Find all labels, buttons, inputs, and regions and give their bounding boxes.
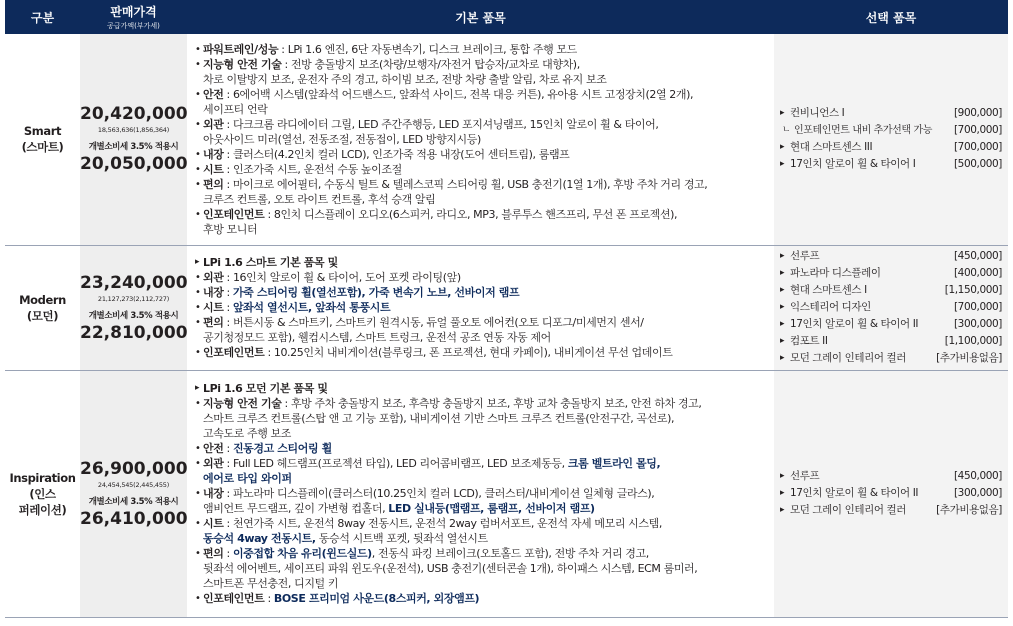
option-name: ▸ 모던 그레이 인테리어 컬러 <box>780 502 906 519</box>
option-price: [450,000] <box>953 250 1002 262</box>
feature-item <box>195 207 774 222</box>
feature-highlight: 동승석 4way 전동시트, <box>203 532 316 545</box>
feature-item <box>195 222 774 237</box>
tax-price-value: 20,050,000 <box>80 154 188 175</box>
feature-category: LPi 1.6 모던 기본 품목 및 <box>203 382 328 395</box>
feature-item <box>195 345 774 360</box>
trim-name: Inspiration <box>9 470 76 485</box>
header-basic: 기본 품목 <box>187 0 774 34</box>
feature-highlight: 가죽 스티어링 휠(열선포함), 가죽 변속기 노브, 선바이저 램프 <box>232 286 520 299</box>
price-supply-value: 21,127,273(2,112,727) <box>97 294 170 303</box>
feature-text: : <box>223 442 233 455</box>
option-item <box>780 139 1002 156</box>
option-price: [450,000] <box>953 470 1002 482</box>
feature-highlight: LED 실내등(맵램프, 룸램프, 선바이저 램프) <box>388 502 595 515</box>
option-features-cell <box>774 370 1008 617</box>
feature-category: 지능형 안전 기술 <box>203 397 282 410</box>
price-table <box>5 0 1008 618</box>
feature-item <box>195 192 774 207</box>
feature-item <box>195 177 774 192</box>
feature-item <box>195 285 774 300</box>
feature-item <box>195 147 774 162</box>
feature-item <box>195 132 774 147</box>
feature-category: 편의 <box>203 177 224 191</box>
feature-text: : 클러스터(4.2인치 컬러 LCD), 인조가죽 적용 내장(도어 센터트림), 룸램프 <box>223 147 570 161</box>
option-price: [700,000] <box>953 124 1002 137</box>
feature-text: 후방 모니터 <box>203 222 258 236</box>
option-list <box>780 248 1002 367</box>
option-item <box>780 105 1002 122</box>
feature-text: 뒷좌석 에어벤트, 세이프티 파워 윈도우(운전석), USB 충전기(센터콘솔 1개), 하이패스 시스템, ECM 룸미러, <box>203 562 698 575</box>
feature-text: : Full LED 헤드램프(프로젝션 타입), LED 리어콤비램프, LED 보조제동등, <box>223 457 568 470</box>
feature-item <box>195 255 774 270</box>
feature-category: 편의 <box>203 316 224 329</box>
price-supply-value: 18,563,636(1,856,364) <box>97 126 170 135</box>
feature-item <box>195 381 774 396</box>
feature-text: : <box>223 547 233 560</box>
feature-text: : 후방 주차 충돌방지 보조, 후측방 충돌방지 보조, 후방 교차 충돌방지 보조, 안전 하차 경고, <box>281 397 702 410</box>
option-price: [1,100,000] <box>944 335 1002 347</box>
feature-text: , 전동식 파킹 브레이크(오토홀드 포함), 전방 주차 거리 경고, <box>371 547 649 560</box>
basic-features-cell <box>187 245 774 370</box>
trim-row <box>5 245 1008 370</box>
feature-item <box>195 117 774 132</box>
option-name: ▸ 현대 스마트센스 I <box>780 282 867 299</box>
option-price: [400,000] <box>953 267 1002 279</box>
feature-text: 공기청정모드 포함), 웰컴시스템, 스마트 트렁크, 운전석 공조 연동 자동 제어 <box>203 331 551 344</box>
feature-item <box>195 411 774 426</box>
feature-item <box>195 162 774 177</box>
feature-text: : LPi 1.6 엔진, 6단 자동변속기, 디스크 브레이크, 통합 주행 모드 <box>278 42 577 56</box>
option-name: ▸ 컨비니언스 I <box>780 105 844 122</box>
feature-item <box>195 57 774 72</box>
option-item <box>780 333 1002 350</box>
feature-highlight: 크롬 벨트라인 몰딩, <box>567 457 661 470</box>
header-price-label: 판매가격 <box>110 5 157 19</box>
option-name: ▸ 익스테리어 디자인 <box>780 299 871 316</box>
feature-text: 세이프티 언락 <box>203 102 268 116</box>
feature-item <box>195 426 774 441</box>
trim-row <box>5 370 1008 617</box>
option-item <box>780 156 1002 173</box>
feature-text: : 전방 충돌방지 보조(차량/보행자/자전거 탑승자/교차로 대향차), <box>281 57 580 71</box>
header-row <box>5 0 1008 34</box>
header-option: 선택 품목 <box>774 0 1008 34</box>
feature-list <box>195 42 774 237</box>
feature-item <box>195 531 774 546</box>
tax-label: 개별소비세 3.5% 적용시 <box>88 496 179 507</box>
trim-name-cell <box>5 370 80 617</box>
feature-category: 내장 <box>203 286 224 299</box>
feature-text: 고속도로 주행 보조 <box>203 427 292 440</box>
feature-text: : <box>264 592 274 605</box>
feature-text: 스마트 크루즈 컨트롤(스탑 앤 고 기능 포함), 내비게이션 기반 스마트 크루즈 컨트롤(안전구간, 곡선로), <box>203 412 675 425</box>
trim-name-cell <box>5 245 80 370</box>
price-value: 26,900,000 <box>80 458 188 479</box>
option-price: [추가비용없음] <box>936 352 1002 364</box>
feature-item <box>195 591 774 606</box>
feature-highlight: BOSE 프리미엄 사운드(8스피커, 외장앰프) <box>273 592 480 605</box>
feature-category: 안전 <box>203 87 224 101</box>
feature-list <box>195 255 774 360</box>
feature-text: 앰비언트 무드램프, 깊이 가변형 컵홀더, <box>203 502 389 515</box>
feature-item <box>195 396 774 411</box>
feature-item <box>195 42 774 57</box>
option-price: [900,000] <box>953 107 1002 120</box>
feature-text: : 8인치 디스플레이 오디오(6스피커, 라디오, MP3, 블루투스 핸즈프리, 무선 폰 프로젝션), <box>264 207 678 221</box>
feature-category: 시트 <box>203 301 224 314</box>
feature-text: : 파노라마 디스플레이(클러스터(10.25인치 컬러 LCD), 클러스터/내비게이션 일체형 글라스), <box>223 487 655 500</box>
feature-item <box>195 516 774 531</box>
option-features-cell <box>774 245 1008 370</box>
feature-category: 파워트레인/성능 <box>203 42 279 56</box>
feature-text: 크루즈 컨트롤, 오토 라이트 컨트롤, 후석 승객 알림 <box>203 192 436 206</box>
header-price-sub: 공급가액(부가세) <box>107 22 160 30</box>
price-cell <box>80 245 187 370</box>
option-name: ▸ 17인치 알로이 휠 & 타이어 II <box>780 485 918 502</box>
price-supply-value: 24,454,545(2,445,455) <box>97 480 170 489</box>
option-price: [700,000] <box>953 301 1002 313</box>
feature-text: : 인조가죽 시트, 운전석 수동 높이조절 <box>223 162 402 176</box>
feature-text: : 6에어백 시스템(앞좌석 어드밴스드, 앞좌석 사이드, 전복 대응 커튼), 유아용 시트 고정장치(2열 2개), <box>223 87 694 101</box>
option-price: [추가비용없음] <box>936 504 1002 516</box>
option-price: [300,000] <box>953 318 1002 330</box>
option-item <box>780 122 1002 139</box>
feature-category: 인포테인먼트 <box>203 346 265 359</box>
option-item <box>780 265 1002 282</box>
option-name: ▸ 선루프 <box>780 248 819 265</box>
option-name: ▸ 17인치 알로이 휠 & 타이어 II <box>780 316 918 333</box>
feature-list <box>195 381 774 606</box>
trim-name-sub: (인스 <box>29 486 56 501</box>
feature-item <box>195 456 774 471</box>
feature-item <box>195 300 774 315</box>
trim-name-cell <box>5 34 80 245</box>
feature-highlight: 에어로 타입 와이퍼 <box>203 472 292 485</box>
feature-item <box>195 576 774 591</box>
basic-features-cell <box>187 370 774 617</box>
option-item <box>780 282 1002 299</box>
feature-category: 인포테인먼트 <box>203 207 265 221</box>
option-list <box>780 105 1002 173</box>
feature-text: 스마트폰 무선충전, 디지털 키 <box>203 577 339 590</box>
feature-category: 시트 <box>203 162 224 176</box>
feature-text: 동승석 시트백 포켓, 뒷좌석 열선시트 <box>315 532 488 545</box>
feature-item <box>195 561 774 576</box>
feature-item <box>195 501 774 516</box>
option-item <box>780 468 1002 485</box>
feature-item <box>195 486 774 501</box>
feature-category: 외관 <box>203 271 224 284</box>
feature-item <box>195 546 774 561</box>
feature-highlight: 진동경고 스티어링 휠 <box>232 442 332 455</box>
tax-label: 개별소비세 3.5% 적용시 <box>88 310 179 321</box>
feature-highlight: 이중접합 차음 유리(윈드실드) <box>232 547 372 560</box>
feature-category: 외관 <box>203 457 224 470</box>
option-name: ▸ 현대 스마트센스 III <box>780 139 872 156</box>
option-item <box>780 316 1002 333</box>
feature-highlight: 앞좌석 열선시트, 앞좌석 통풍시트 <box>232 301 391 314</box>
option-item <box>780 248 1002 265</box>
basic-features-cell <box>187 34 774 245</box>
option-name: ㄴ 인포테인먼트 내비 추가선택 가능 <box>780 122 932 139</box>
price-cell <box>80 370 187 617</box>
price-cell <box>80 34 187 245</box>
option-name: ▸ 컴포트 II <box>780 333 828 350</box>
feature-item <box>195 270 774 285</box>
feature-category: 인포테인먼트 <box>203 592 265 605</box>
price-value: 23,240,000 <box>80 272 188 293</box>
feature-category: 내장 <box>203 147 224 161</box>
option-price: [500,000] <box>953 158 1002 171</box>
feature-item <box>195 102 774 117</box>
option-list <box>780 468 1002 519</box>
option-name: ▸ 파노라마 디스플레이 <box>780 265 881 282</box>
tax-label: 개별소비세 3.5% 적용시 <box>88 142 179 153</box>
trim-name-sub: (스마트) <box>21 140 64 155</box>
feature-text: 차로 이탈방지 보조, 운전자 주의 경고, 하이빔 보조, 전방 차량 출발 알림, 차로 유지 보조 <box>203 72 607 86</box>
tax-price-value: 22,810,000 <box>80 322 188 343</box>
feature-category: 안전 <box>203 442 224 455</box>
feature-text: : <box>223 286 233 299</box>
feature-category: 편의 <box>203 547 224 560</box>
price-value: 20,420,000 <box>80 104 188 125</box>
option-name: ▸ 선루프 <box>780 468 819 485</box>
option-price: [300,000] <box>953 487 1002 499</box>
trim-name-sub: 퍼레이션) <box>18 502 67 517</box>
feature-item <box>195 87 774 102</box>
option-item <box>780 350 1002 367</box>
tax-price-value: 26,410,000 <box>80 508 188 529</box>
feature-item <box>195 315 774 330</box>
trim-name: Modern <box>19 292 66 307</box>
feature-text: : <box>223 301 233 314</box>
option-name: ▸ 17인치 알로이 휠 & 타이어 I <box>780 156 915 173</box>
feature-item <box>195 72 774 87</box>
option-price: [700,000] <box>953 141 1002 154</box>
feature-category: LPi 1.6 스마트 기본 품목 및 <box>203 256 338 269</box>
feature-item <box>195 441 774 456</box>
feature-item <box>195 330 774 345</box>
feature-item <box>195 471 774 486</box>
feature-text: 아웃사이드 미러(열선, 전동조절, 전동접이, LED 방향지시등) <box>203 132 481 146</box>
feature-text: : 10.25인치 내비게이션(블루링크, 폰 프로젝션, 현대 카페이), 내비게이션 무선 업데이트 <box>264 346 673 359</box>
feature-text: : 다크크롬 라디에이터 그릴, LED 주간주행등, LED 포지셔닝램프, 15인치 알로이 휠 & 타이어, <box>223 117 659 131</box>
feature-text: : 마이크로 에어필터, 수동식 틸트 & 텔레스코픽 스티어링 휠, USB 충전기(1열 1개), 후방 주차 거리 경고, <box>223 177 708 191</box>
option-item <box>780 299 1002 316</box>
feature-category: 시트 <box>203 517 224 530</box>
trim-name: Smart <box>23 124 62 139</box>
option-price: [1,150,000] <box>944 284 1002 296</box>
trim-name-sub: (모던) <box>26 308 59 323</box>
option-features-cell <box>774 34 1008 245</box>
trim-row <box>5 34 1008 245</box>
header-trim: 구분 <box>5 0 80 34</box>
feature-category: 내장 <box>203 487 224 500</box>
option-item <box>780 502 1002 519</box>
feature-text: : 16인치 알로이 휠 & 타이어, 도어 포켓 라이팅(앞) <box>223 271 461 284</box>
feature-text: : 천연가죽 시트, 운전석 8way 전동시트, 운전석 2way 럼버서포트, 운전석 자세 메모리 시스템, <box>223 517 662 530</box>
option-name: ▸ 모던 그레이 인테리어 컬러 <box>780 350 906 367</box>
option-item <box>780 485 1002 502</box>
feature-text: : 버튼시동 & 스마트키, 스마트키 원격시동, 듀얼 풀오토 에어컨(오토 디포그/미세먼지 센서/ <box>223 316 644 329</box>
feature-category: 지능형 안전 기술 <box>203 57 282 71</box>
feature-category: 외관 <box>203 117 224 131</box>
header-price <box>80 0 187 34</box>
